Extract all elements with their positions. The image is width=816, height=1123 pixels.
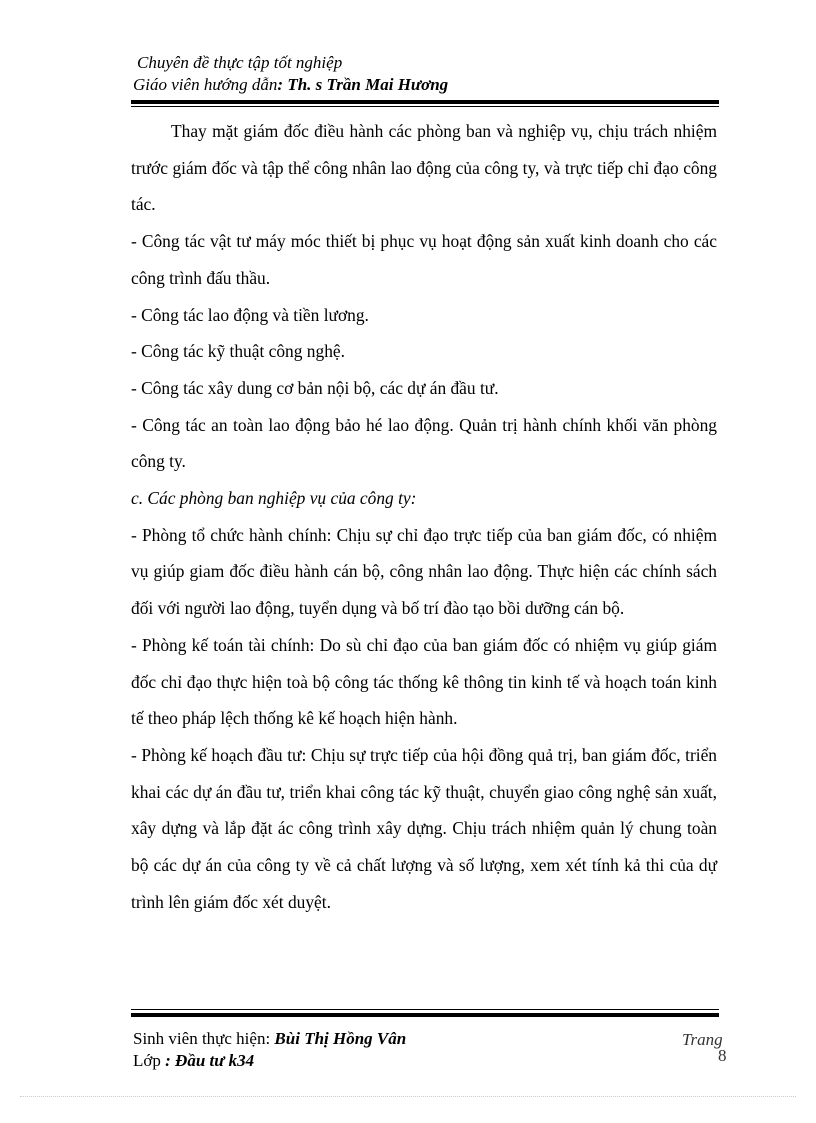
page-footer	[133, 1028, 723, 1072]
page-header	[133, 52, 723, 96]
paragraph-intro: Thay mặt giám đốc điều hành các phòng ban và nghiệp vụ, chịu trách nhiệm trước giám đốc và tập thể công nhân lao động của công ty, và trực tiếp chỉ đạo công tác.	[131, 121, 717, 215]
footer-student-label: Sinh viên thực hiện:	[133, 1029, 275, 1048]
footer-class-line	[133, 1050, 723, 1072]
header-teacher-line	[133, 74, 723, 96]
paragraph-finance-department: - Phòng kế toán tài chính: Do sù chỉ đạo của ban giám đốc có nhiệm vụ giúp giám đốc chỉ đạo thực hiện toà bộ công tác thống kê thông tin kinh tế và hoạch toán kinh tế theo pháp lệch thống kê kế hoạch hiện hành.	[131, 634, 717, 729]
paragraph-planning-department: - Phòng kế hoạch đầu tư: Chịu sự trực tiếp của hội đồng quả trị, ban giám đốc, triển khai các dự án đầu tư, triển khai công tác kỹ thuật, chuyển giao công nghệ sản xuất, xây dựng và lắp đặt ác công trình xây dựng. Chịu trách nhiệm quản lý chung toàn bộ các dự án của công ty về cả chất lượng và số lượng, xem xét tính kả thi của dự trình lên giám đốc xét duyệt.	[131, 744, 717, 912]
header-rule-thick	[131, 100, 719, 104]
section-heading: c. Các phòng ban nghiệp vụ của công ty:	[131, 488, 417, 509]
paragraph-hr-department: - Phòng tổ chức hành chính: Chịu sự chỉ đạo trực tiếp của ban giám đốc, có nhiệm vụ giúp giam đốc điều hành cán bộ, công nhân lao động. Thực hiện các chính sách đối với người lao động, tuyển dụng và bố trí đào tạo bồi dưỡng cán bộ.	[131, 524, 717, 619]
header-subject: Chuyên đề thực tập tốt nghiệp	[137, 53, 343, 72]
bullet-safety: - Công tác an toàn lao động bảo hé lao động. Quản trị hành chính khối văn phòng công ty.	[131, 414, 717, 472]
header-teacher-label: Giáo viên hướng dẫn	[133, 75, 278, 94]
header-rule-thin	[131, 106, 719, 107]
page-bottom-edge	[20, 1096, 796, 1097]
footer-class-name: : Đầu tư k34	[165, 1051, 255, 1070]
header-teacher-name: : Th. s Trần Mai Hương	[277, 75, 449, 94]
footer-student-name: Bùi Thị Hồng Vân	[274, 1029, 407, 1048]
footer-rule-thin	[131, 1009, 719, 1010]
bullet-construction: - Công tác xây dung cơ bản nội bộ, các dự án đầu tư.	[131, 377, 499, 398]
body-content	[131, 113, 717, 920]
bullet-materials: - Công tác vật tư máy móc thiết bị phục vụ hoạt động sản xuất kinh doanh cho các công trình đấu thầu.	[131, 231, 717, 288]
footer-page-label: Trang	[682, 1030, 723, 1049]
footer-rule-thick	[131, 1013, 719, 1017]
footer-class-label: Lớp	[133, 1051, 166, 1070]
footer-student-line	[133, 1028, 723, 1050]
bullet-technology: - Công tác kỹ thuật công nghệ.	[131, 341, 345, 362]
bullet-labor-wages: - Công tác lao động và tiền lương.	[131, 304, 369, 325]
footer-page-number: 8	[718, 1046, 727, 1065]
